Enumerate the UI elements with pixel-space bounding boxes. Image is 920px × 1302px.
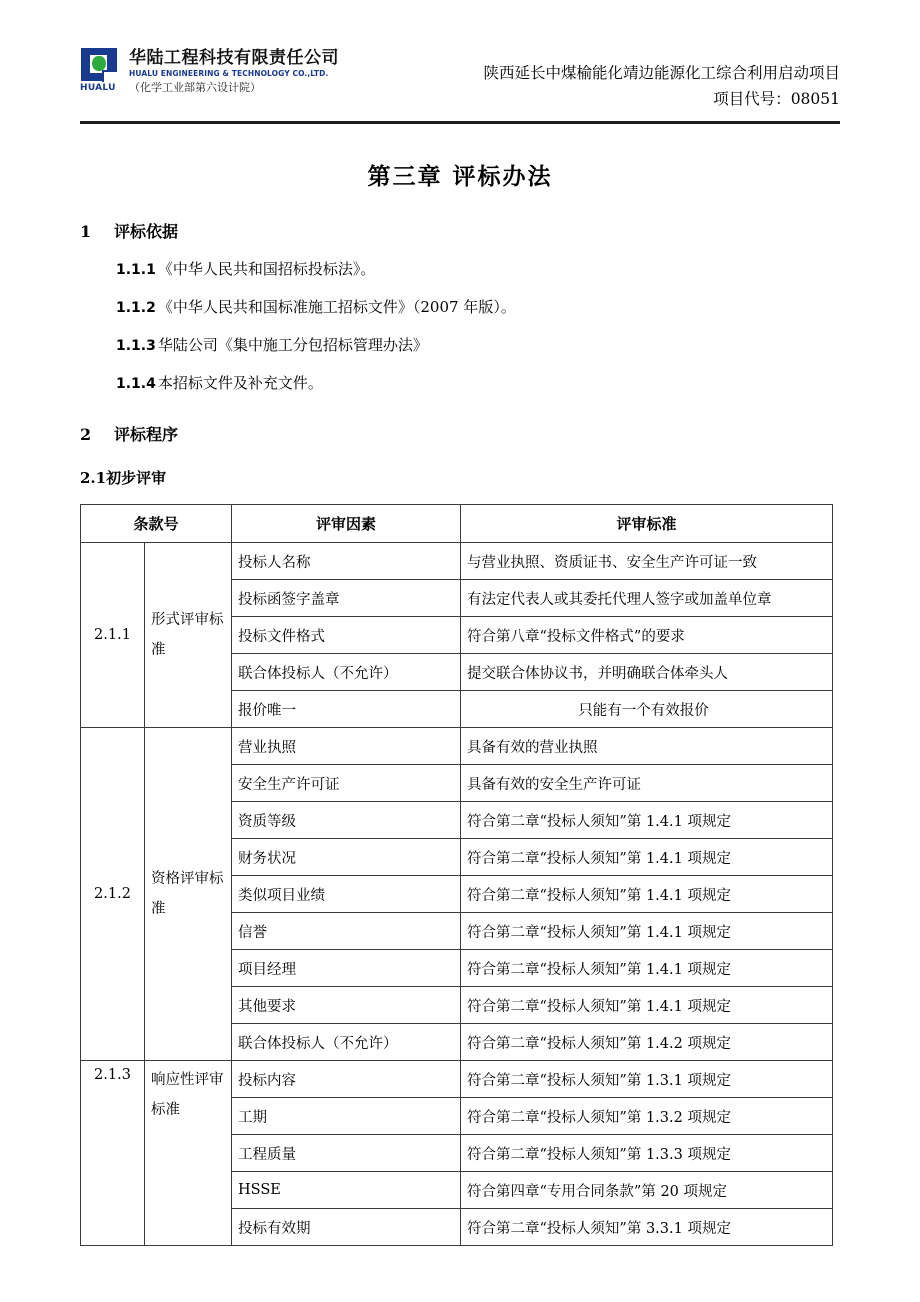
clause-item	[80, 297, 840, 318]
table-header-row	[81, 505, 833, 543]
factor-cell: 投标内容	[232, 1061, 461, 1098]
column-header-clause: 条款号	[81, 505, 232, 543]
standard-cell: 符合第二章“投标人须知”第 1.3.3 项规定	[461, 1135, 833, 1172]
header-project-info	[483, 46, 840, 112]
section-2-title: 评标程序	[114, 425, 179, 444]
standard-cell: 与营业执照、资质证书、安全生产许可证一致	[461, 543, 833, 580]
table-row	[81, 543, 833, 580]
section-2-heading	[80, 422, 840, 445]
clause-item	[80, 259, 840, 280]
company-brand	[80, 46, 339, 95]
section-2-1-title: 初步评审	[106, 469, 167, 487]
logo-wordmark: HUALU	[80, 83, 116, 93]
clause-number: 1.1.3	[116, 338, 156, 354]
factor-cell: 联合体投标人（不允许）	[232, 654, 461, 691]
table-row	[81, 1061, 833, 1098]
standard-cell: 符合第二章“投标人须知”第 1.4.1 项规定	[461, 802, 833, 839]
company-name-sub: （化学工业部第六设计院）	[129, 81, 261, 94]
project-code: 项目代号：08051	[713, 90, 840, 108]
factor-cell: 报价唯一	[232, 691, 461, 728]
clause-text: 《中华人民共和国招标投标法》。	[157, 260, 376, 278]
standard-cell: 具备有效的安全生产许可证	[461, 765, 833, 802]
project-title: 陕西延长中煤榆能化靖边能源化工综合利用启动项目	[483, 64, 840, 82]
standard-cell: 符合第八章“投标文件格式”的要求	[461, 617, 833, 654]
standard-cell: 提交联合体协议书，并明确联合体牵头人	[461, 654, 833, 691]
factor-cell: 联合体投标人（不允许）	[232, 1024, 461, 1061]
factor-cell: 投标有效期	[232, 1209, 461, 1246]
table-row	[81, 728, 833, 765]
section-2-1-heading	[80, 467, 840, 488]
standard-cell: 符合第二章“投标人须知”第 3.3.1 项规定	[461, 1209, 833, 1246]
clause-no-cell: 2.1.2	[81, 728, 145, 1061]
hualu-logo-icon	[80, 48, 122, 94]
clause-no-cell: 2.1.1	[81, 543, 145, 728]
clause-number: 1.1.1	[116, 262, 156, 278]
standard-cell: 有法定代表人或其委托代理人签字或加盖单位章	[461, 580, 833, 617]
letterhead	[80, 46, 840, 118]
standard-cell: 只能有一个有效报价	[461, 691, 833, 728]
clause-list	[80, 259, 840, 394]
category-cell: 资格评审标准	[145, 728, 232, 1061]
clause-number: 1.1.2	[116, 300, 156, 316]
company-name-cn: 华陆工程科技有限责任公司	[129, 48, 339, 68]
section-2-number: 2	[80, 425, 92, 444]
standard-cell: 符合第二章“投标人须知”第 1.3.1 项规定	[461, 1061, 833, 1098]
factor-cell: 投标人名称	[232, 543, 461, 580]
clause-text: 华陆公司《集中施工分包招标管理办法》	[157, 336, 428, 354]
clause-number: 1.1.4	[116, 376, 156, 392]
standard-cell: 符合第二章“投标人须知”第 1.3.2 项规定	[461, 1098, 833, 1135]
standard-cell: 符合第二章“投标人须知”第 1.4.1 项规定	[461, 950, 833, 987]
factor-cell: 信誉	[232, 913, 461, 950]
standard-cell: 具备有效的营业执照	[461, 728, 833, 765]
factor-cell: 财务状况	[232, 839, 461, 876]
standard-cell: 符合第二章“投标人须知”第 1.4.1 项规定	[461, 876, 833, 913]
factor-cell: 营业执照	[232, 728, 461, 765]
table-header	[81, 505, 833, 543]
factor-cell: HSSE	[232, 1172, 461, 1209]
column-header-standard: 评审标准	[461, 505, 833, 543]
standard-cell: 符合第二章“投标人须知”第 1.4.1 项规定	[461, 987, 833, 1024]
category-cell: 响应性评审标准	[145, 1061, 232, 1246]
factor-cell: 项目经理	[232, 950, 461, 987]
factor-cell: 类似项目业绩	[232, 876, 461, 913]
clause-item	[80, 335, 840, 356]
header-rule	[80, 121, 840, 124]
clause-text: 《中华人民共和国标准施工招标文件》（2007 年版）。	[157, 298, 516, 316]
factor-cell: 其他要求	[232, 987, 461, 1024]
standard-cell: 符合第二章“投标人须知”第 1.4.1 项规定	[461, 913, 833, 950]
factor-cell: 工期	[232, 1098, 461, 1135]
clause-no-cell: 2.1.3	[81, 1061, 145, 1246]
factor-cell: 投标函签字盖章	[232, 580, 461, 617]
category-cell: 形式评审标准	[145, 543, 232, 728]
factor-cell: 资质等级	[232, 802, 461, 839]
factor-cell: 安全生产许可证	[232, 765, 461, 802]
table-body	[81, 543, 833, 1246]
factor-cell: 投标文件格式	[232, 617, 461, 654]
standard-cell: 符合第四章“专用合同条款”第 20 项规定	[461, 1172, 833, 1209]
factor-cell: 工程质量	[232, 1135, 461, 1172]
section-1-title: 评标依据	[114, 222, 179, 241]
evaluation-table	[80, 504, 833, 1246]
page-title: 第三章 评标办法	[367, 163, 553, 190]
section-1-heading	[80, 219, 840, 242]
clause-text: 本招标文件及补充文件。	[157, 374, 323, 392]
clause-item	[80, 373, 840, 394]
standard-cell: 符合第二章“投标人须知”第 1.4.1 项规定	[461, 839, 833, 876]
column-header-factor: 评审因素	[232, 505, 461, 543]
company-name-en: HUALU ENGINEERING & TECHNOLOGY CO.,LTD.	[129, 69, 329, 78]
section-1-number: 1	[80, 222, 92, 241]
standard-cell: 符合第二章“投标人须知”第 1.4.2 项规定	[461, 1024, 833, 1061]
section-2-1-number: 2.1	[80, 469, 107, 487]
